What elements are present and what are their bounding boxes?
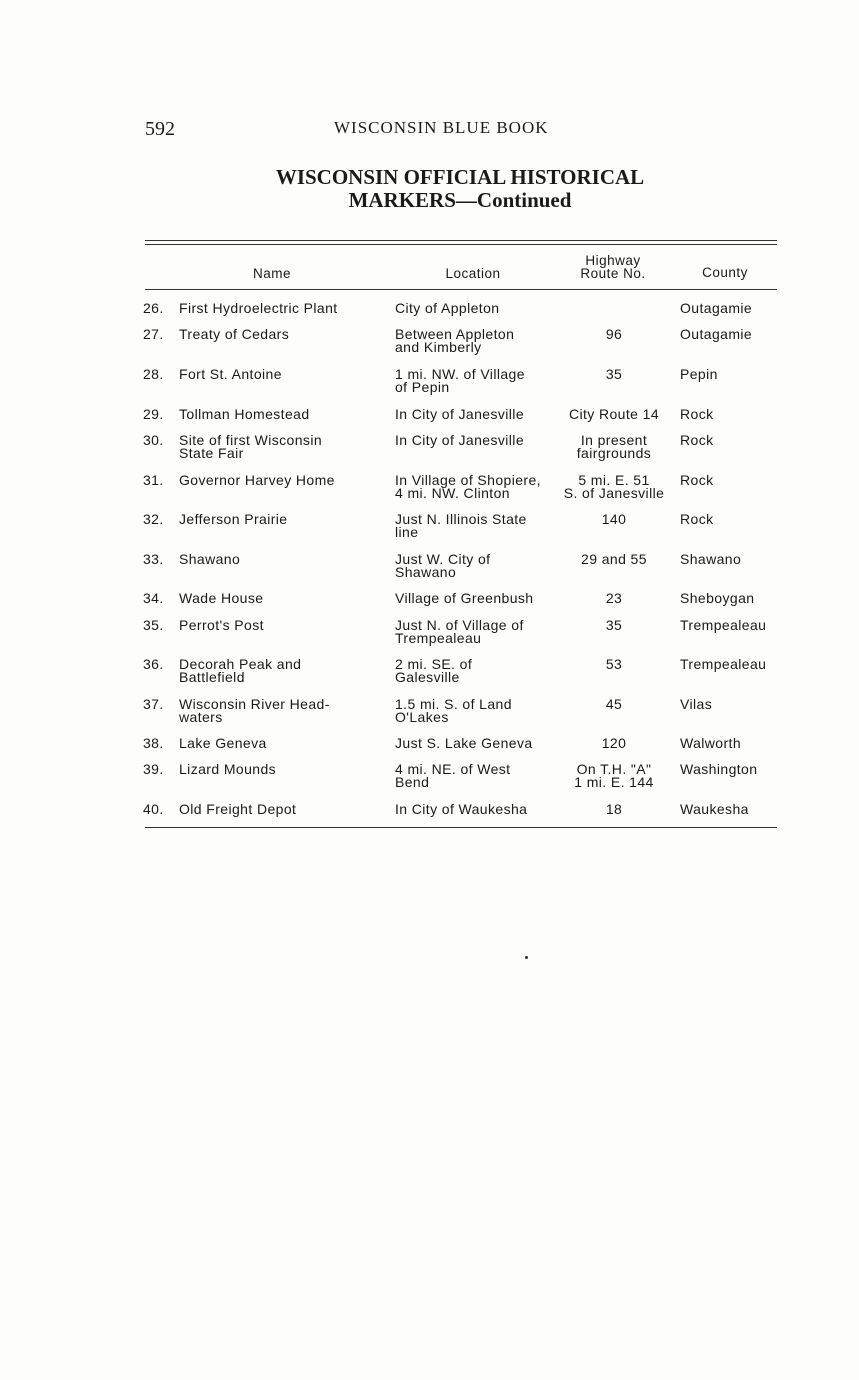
marker-name: Decorah Peak and Battlefield <box>179 656 302 685</box>
marker-name: Shawano <box>179 551 241 567</box>
highway-route: 35 <box>605 366 623 382</box>
row-number: 33. <box>143 551 164 567</box>
row-number: 35. <box>143 617 164 633</box>
highway-route: 45 <box>605 696 623 712</box>
marker-location: In Village of Shopiere, 4 mi. NW. Clinton <box>395 472 541 501</box>
county: Walworth <box>680 735 742 751</box>
marker-location: Just S. Lake Geneva <box>395 735 533 751</box>
row-number: 34. <box>143 590 164 606</box>
marker-name: Wisconsin River Head- waters <box>179 696 330 725</box>
row-number: 29. <box>143 406 164 422</box>
marker-name: Jefferson Prairie <box>179 511 288 527</box>
county: Outagamie <box>680 300 753 316</box>
column-header-county: County <box>702 265 748 280</box>
county: Rock <box>680 432 714 448</box>
marker-location: 4 mi. NE. of West Bend <box>395 761 511 790</box>
row-number: 27. <box>143 326 164 342</box>
highway-route: 5 mi. E. 51 S. of Janesville <box>563 472 665 501</box>
table-bottom-rule <box>145 827 777 828</box>
marker-name: First Hydroelectric Plant <box>179 300 338 316</box>
marker-name: Site of first Wisconsin State Fair <box>179 432 323 461</box>
marker-name: Fort St. Antoine <box>179 366 282 382</box>
marker-name: Lizard Mounds <box>179 761 277 777</box>
row-number: 36. <box>143 656 164 672</box>
row-number: 37. <box>143 696 164 712</box>
highway-route: 120 <box>601 735 627 751</box>
marker-location: In City of Janesville <box>395 432 525 448</box>
county: Rock <box>680 406 714 422</box>
column-header-name: Name <box>252 266 291 281</box>
marker-name: Governor Harvey Home <box>179 472 335 488</box>
row-number: 28. <box>143 366 164 382</box>
marker-location: In City of Janesville <box>395 406 525 422</box>
county: Washington <box>680 761 758 777</box>
marker-location: In City of Waukesha <box>395 801 528 817</box>
highway-route: 23 <box>605 590 623 606</box>
row-number: 31. <box>143 472 164 488</box>
table-top-rule-2 <box>145 244 777 245</box>
marker-location: Village of Greenbush <box>395 590 534 606</box>
highway-route: 35 <box>605 617 623 633</box>
marker-name: Lake Geneva <box>179 735 267 751</box>
column-header-highway: Highway Route No. <box>580 253 646 281</box>
running-head: WISCONSIN BLUE BOOK <box>334 118 549 137</box>
county: Waukesha <box>680 801 749 817</box>
page-title-line-2: MARKERS—Continued <box>348 188 572 212</box>
marker-name: Perrot's Post <box>179 617 264 633</box>
marker-location: 1 mi. NW. of Village of Pepin <box>395 366 525 395</box>
page-title-line-1: WISCONSIN OFFICIAL HISTORICAL <box>275 165 645 189</box>
row-number: 30. <box>143 432 164 448</box>
marker-name: Wade House <box>179 590 264 606</box>
county: Rock <box>680 511 714 527</box>
county: Pepin <box>680 366 718 382</box>
table-top-rule <box>145 240 777 241</box>
county: Vilas <box>680 696 713 712</box>
county: Trempealeau <box>680 656 767 672</box>
marker-name: Treaty of Cedars <box>179 326 290 342</box>
print-speck <box>525 956 528 959</box>
county: Trempealeau <box>680 617 767 633</box>
marker-location: Between Appleton and Kimberly <box>395 326 515 355</box>
row-number: 32. <box>143 511 164 527</box>
highway-route: 96 <box>605 326 623 342</box>
row-number: 26. <box>143 300 164 316</box>
highway-route: 29 and 55 <box>581 551 647 567</box>
marker-location: 1.5 mi. S. of Land O'Lakes <box>395 696 512 725</box>
county: Sheboygan <box>680 590 755 606</box>
row-number: 40. <box>143 801 164 817</box>
row-number: 39. <box>143 761 164 777</box>
table-header-rule <box>145 289 777 290</box>
county: Shawano <box>680 551 742 567</box>
highway-route: City Route 14 <box>568 406 660 422</box>
marker-location: Just W. City of Shawano <box>395 551 491 580</box>
highway-route: 18 <box>605 801 623 817</box>
highway-route: On T.H. "A" 1 mi. E. 144 <box>574 761 654 790</box>
marker-location: 2 mi. SE. of Galesville <box>395 656 473 685</box>
highway-route: 53 <box>605 656 623 672</box>
column-header-location: Location <box>445 266 501 281</box>
marker-location: City of Appleton <box>395 300 500 316</box>
highway-route: In present fairgrounds <box>576 432 652 461</box>
marker-name: Tollman Homestead <box>179 406 310 422</box>
marker-name: Old Freight Depot <box>179 801 297 817</box>
marker-location: Just N. of Village of Trempealeau <box>395 617 524 646</box>
highway-route: 140 <box>601 511 627 527</box>
marker-location: Just N. Illinois State line <box>395 511 527 540</box>
row-number: 38. <box>143 735 164 751</box>
county: Outagamie <box>680 326 753 342</box>
page-number: 592 <box>145 118 175 140</box>
county: Rock <box>680 472 714 488</box>
